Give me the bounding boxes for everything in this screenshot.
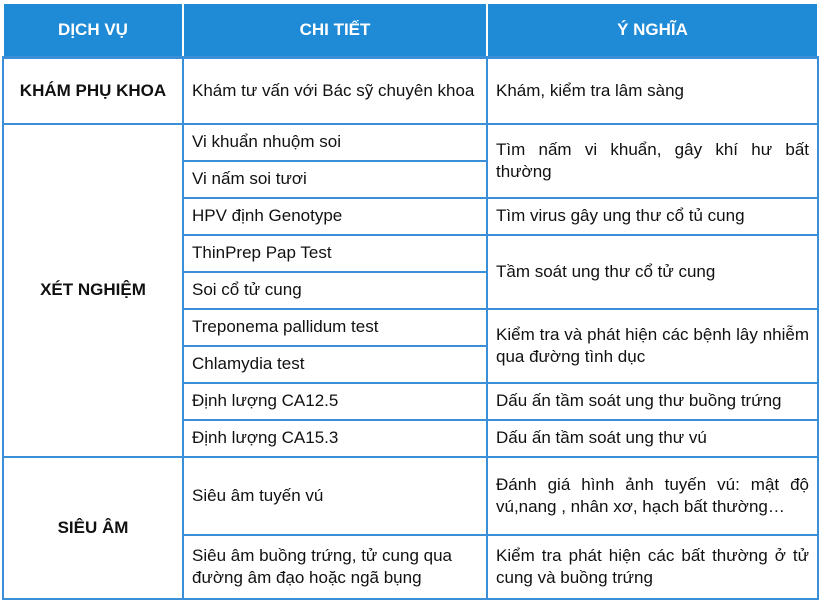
detail-cell: HPV định Genotype [183,198,487,235]
header-service: DỊCH VỤ [3,3,183,58]
meaning-cell: Tìm nấm vi khuẩn, gây khí hư bất thường [487,124,818,198]
table-header [3,3,818,58]
meaning-cell: Kiểm tra phát hiện các bất thường ở tử cung và buồng trứng [487,535,818,599]
table-row [3,58,818,124]
detail-cell: Siêu âm buồng trứng, tử cung qua đường âm đạo hoặc ngã bụng [183,535,487,599]
category-sieu-am: SIÊU ÂM [3,457,183,599]
detail-cell: Siêu âm tuyến vú [183,457,487,535]
table-row [3,457,818,535]
meaning-cell: Tìm virus gây ung thư cổ tủ cung [487,198,818,235]
header-meaning: Ý NGHĨA [487,3,818,58]
detail-cell: Vi nấm soi tươi [183,161,487,198]
category-kham-phu-khoa: KHÁM PHỤ KHOA [3,58,183,124]
detail-cell: Định lượng CA12.5 [183,383,487,420]
header-detail: CHI TIẾT [183,3,487,58]
detail-cell: Vi khuẩn nhuộm soi [183,124,487,161]
table-row [3,124,818,161]
meaning-cell: Khám, kiểm tra lâm sàng [487,58,818,124]
category-xet-nghiem: XÉT NGHIỆM [3,124,183,457]
meaning-cell: Đánh giá hình ảnh tuyến vú: mật độ vú,nang , nhân xơ, hạch bất thường… [487,457,818,535]
meaning-cell: Tầm soát ung thư cổ tử cung [487,235,818,309]
detail-cell: Treponema pallidum test [183,309,487,346]
detail-cell: Định lượng CA15.3 [183,420,487,457]
services-table [2,2,819,600]
detail-cell: Khám tư vấn với Bác sỹ chuyên khoa [183,58,487,124]
meaning-cell: Dấu ấn tầm soát ung thư buồng trứng [487,383,818,420]
header-row [3,3,818,58]
detail-cell: ThinPrep Pap Test [183,235,487,272]
meaning-cell: Kiểm tra và phát hiện các bệnh lây nhiễm qua đường tình dục [487,309,818,383]
detail-cell: Chlamydia test [183,346,487,383]
detail-cell: Soi cổ tử cung [183,272,487,309]
meaning-cell: Dấu ấn tầm soát ung thư vú [487,420,818,457]
